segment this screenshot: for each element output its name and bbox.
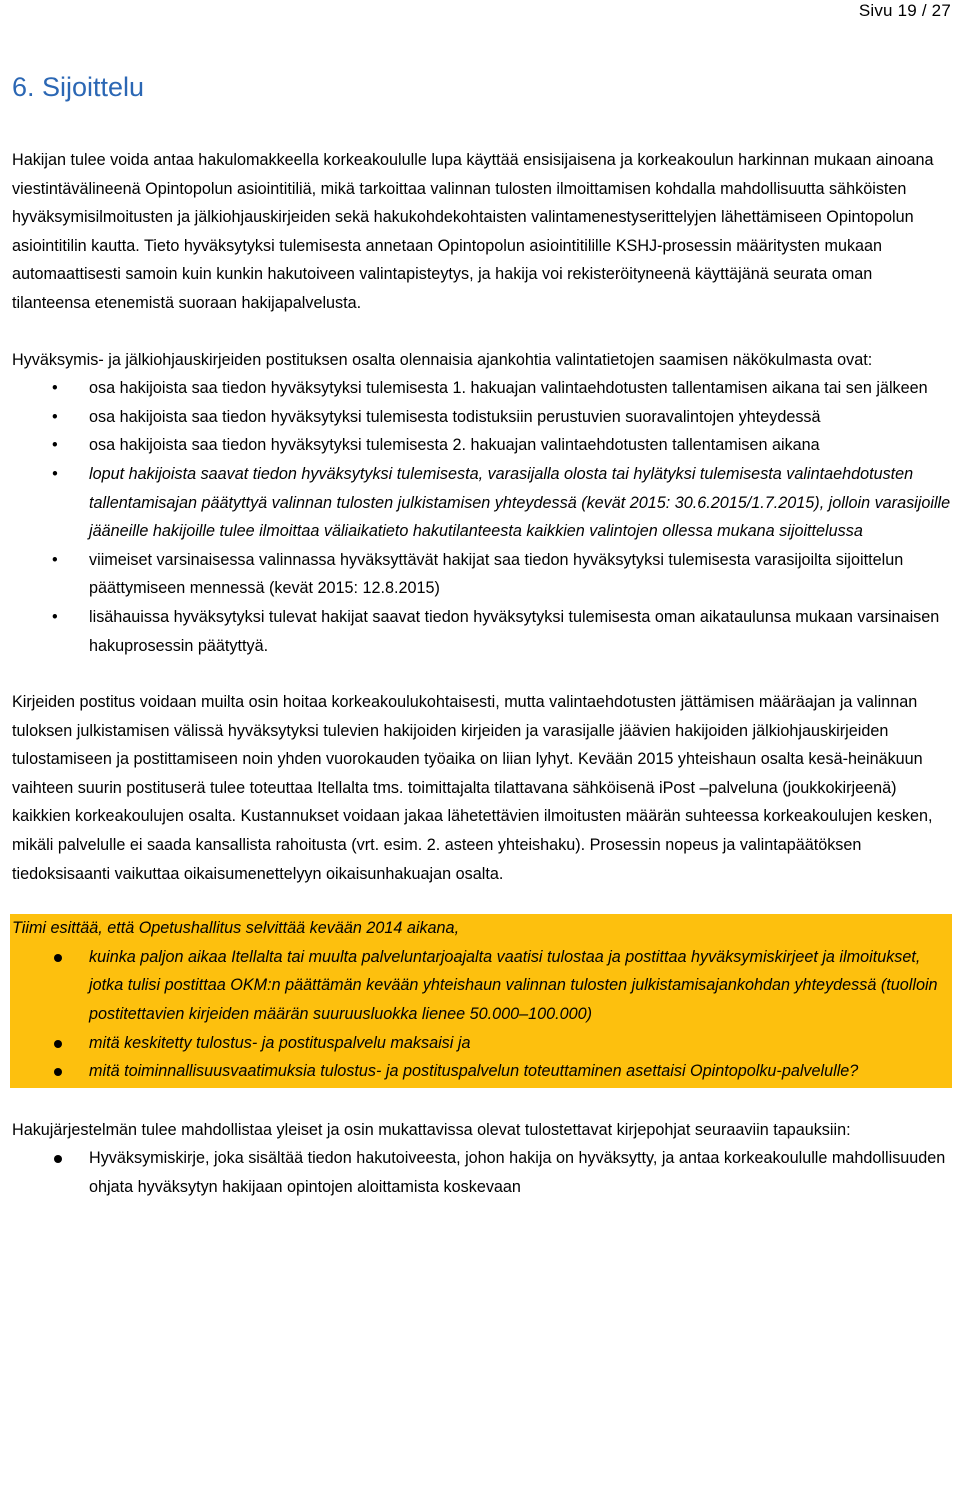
list-item: • osa hakijoista saa tiedon hyväksytyksi tulemisesta 1. hakuajan valintaehdotusten tallentamisen aikana tai sen jälkeen [12, 374, 952, 403]
list-item: mitä toiminnallisuusvaatimuksia tulostus- ja postituspalvelun toteuttaminen asettaisi Opintopolku-palvelulle? [12, 1057, 950, 1086]
highlight-box [10, 914, 952, 1088]
paragraph-intro: Hakijan tulee voida antaa hakulomakkeella korkeakoululle lupa käyttää ensisijaisena ja korkeakoulun harkinnan mukaan ainoana viestintävälineenä Opintopolun asiointitiliä, mikä tarkoittaa valinnan tulosten ilmoittamisen kohdalla mahdollisuutta sähköisten hyväksymisilmoitusten ja jälkiohjauskirjeiden sekä hakukohdekohtaisten valintamenestyserittelyjen lähettämiseen Opintopolun asiointitilin kautta. Tieto hyväksytyksi tulemisesta annetaan Opintopolun asiointitilille KSHJ-prosessin määritysten mukaan automaattisesti samoin kuin kunkin hakutoiveen valintapisteytys, ja hakija voi rekisteröityneenä käyttäjänä seurata oman tilanteensa etenemistä suoraan hakijapalvelusta. [12, 151, 934, 312]
paragraph-timing-intro: Hyväksymis- ja jälkiohjauskirjeiden postituksen osalta olennaisia ajankohtia valintatietojen saamisen näkökulmasta ovat: [12, 350, 873, 369]
paragraph-postal: Kirjeiden postitus voidaan muilta osin hoitaa korkeakoulukohtaisesti, mutta valintaehdotusten jättämisen määräajan ja valinnan tuloksen julkistamisen välissä hyväksytyksi tulevien hakijoiden kirjeiden ja varasijalle jäävien hakijoiden jälkiohjauskirjeiden tulostamiseen ja postittamiseen noin yhden vuorokauden työaika on liian lyhyt. Kevään 2015 yhteishaun osalta kesä-heinäkuun vaihteen suurin postituserä tulee toteuttaa Itellalta tms. toimittajalta tilattavana sähköisenä iPost –palveluna (joukkokirjeenä) kaikkien korkeakoulujen osalta. Kustannukset voidaan jakaa lähetettävien ilmoitusten määrän suhteessa korkeakoulujen kesken, mikäli palvelulle ei saada kansallista rahoitusta (vrt. esim. 2. asteen yhteishaku). Prosessin nopeus ja valintapäätöksen tiedoksisaanti vaikuttaa oikaisumenettelyyn oikaisunhakuajan osalta. [12, 693, 933, 883]
section-title: 6. Sijoittelu [12, 72, 145, 102]
list-item: • lisähauissa hyväksytyksi tulevat hakijat saavat tiedon hyväksytyksi tulemisesta oman aikataulunsa mukaan varsinaisen hakuprosessin päätyttyä. [12, 603, 952, 660]
list-item: kuinka paljon aikaa Itellalta tai muulta palveluntarjoajalta vaatisi tulostaa ja postittaa hyväksymiskirjeet ja ilmoitukset, jotka tulisi postittaa OKM:n päättämän kevään yhteishaun valinnan tulosten julkistamisajankohdan yhteydessä (tuolloin postitettavien kirjeiden määrän suuruusluokka lienee 50.000–100.000) [12, 943, 950, 1029]
list-item: • loput hakijoista saavat tiedon hyväksytyksi tulemisesta, varasijalla olosta tai hylätyksi tulemisesta valintaehdotusten tallentamisajan päätyttyä valinnan tulosten julkistamisen yhteydessä (kevät 2015: 30.6.2015/1.7.2015), jolloin varasijoille jääneille hakijoille tulee ilmoittaa väliaikatieto hakutilanteesta kaikkien valintojen ollessa mukana sijoittelussa [12, 460, 952, 546]
paragraph-letters: Hakujärjestelmän tulee mahdollistaa yleiset ja osin mukattavissa olevat tulostettavat kirjepohjat seuraaviin tapauksiin: [12, 1120, 851, 1139]
list-item: • osa hakijoista saa tiedon hyväksytyksi tulemisesta 2. hakuajan valintaehdotusten tallentamisen aikana [12, 431, 952, 460]
list-item: mitä keskitetty tulostus- ja postituspalvelu maksaisi ja [12, 1029, 950, 1058]
highlight-list [12, 943, 950, 1086]
letter-list [12, 1144, 952, 1201]
list-item: • viimeiset varsinaisessa valinnassa hyväksyttävät hakijat saa tiedon hyväksytyksi tulemisesta varasijoilta sijoittelun päättymiseen mennessä (kevät 2015: 12.8.2015) [12, 546, 952, 603]
timing-list [12, 374, 952, 660]
document-body [12, 146, 952, 1202]
list-item: Hyväksymiskirje, joka sisältää tiedon hakutoiveesta, johon hakija on hyväksytty, ja antaa korkeakoululle mahdollisuuden ohjata hyväksytyn hakijaan opintojen aloittamista koskevaan [12, 1144, 952, 1201]
list-item: • osa hakijoista saa tiedon hyväksytyksi tulemisesta todistuksiin perustuvien suoravalintojen yhteydessä [12, 403, 952, 432]
highlight-intro: Tiimi esittää, että Opetushallitus selvittää kevään 2014 aikana, [12, 919, 460, 938]
page-number: Sivu 19 / 27 [858, 1, 951, 20]
